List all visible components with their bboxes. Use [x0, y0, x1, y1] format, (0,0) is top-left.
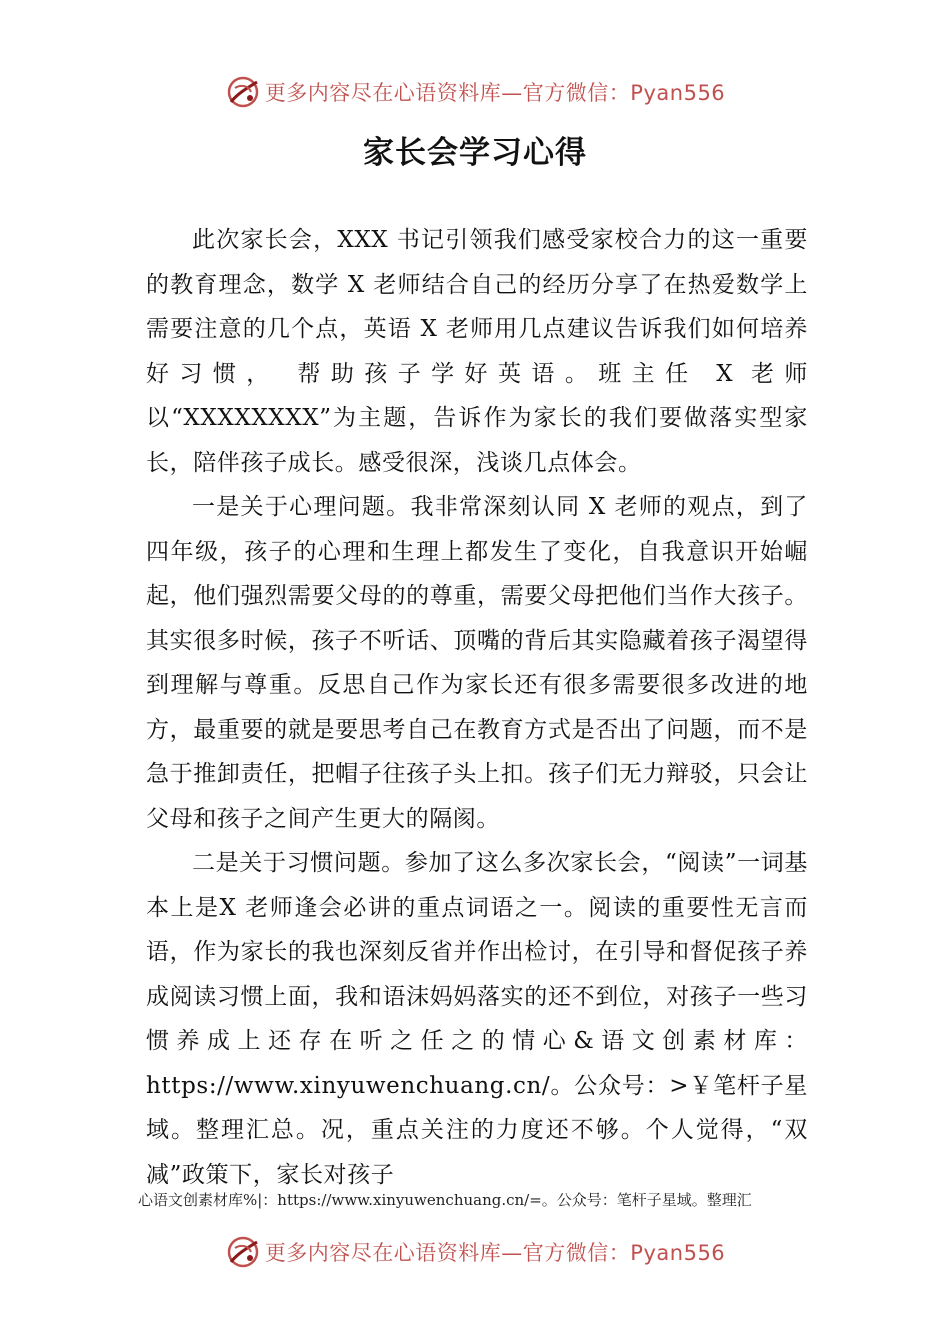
footer-banner: [0, 1232, 950, 1272]
brand-logo-icon: [225, 1234, 261, 1270]
brand-logo-icon: [225, 74, 261, 110]
document-body: [146, 218, 808, 1197]
document-title: 家长会学习心得: [363, 135, 587, 171]
banner-text: 更多内容尽在心语资料库—官方微信：Pyan556: [264, 81, 726, 105]
paragraph-psychology: 一是关于心理问题。我非常深刻认同 X 老师的观点，到了四年级，孩子的心理和生理上都发生了变化，自我意识开始崛起，他们强烈需要父母的的尊重，需要父母把他们当作大孩子。其实很多时候，孩子不听话、顶嘴的背后其实隐藏着孩子渴望得到理解与尊重。反思自己作为家长还有很多需要很多改进的地方，最重要的就是要思考自己在教育方式是否出了问题，而不是急于推卸责任，把帽子往孩子头上扣。孩子们无力辩驳，只会让父母和孩子之间产生更大的隔阂。: [146, 494, 808, 832]
footer-note: 心语文创素材库%|：https://www.xinyuwenchuang.cn/=。公众号：笔杆子星域。整理汇: [138, 1191, 752, 1209]
paragraph-habits: 二是关于习惯问题。参加了这么多次家长会，“阅读”一词基本上是X 老师逢会必讲的重点词语之一。阅读的重要性无言而语，作为家长的我也深刻反省并作出检讨，在引导和督促孩子养成阅读习惯上面，我和语沫妈妈落实的还不到位，对孩子一些习惯养成上还存在听之任之的情心&语文创素材库：https://www.xinyuwenchuang.cn/。公众号：>￥笔杆子星域。整理汇总。况，重点关注的力度还不够。个人觉得，“双减”政策下，家长对孩子: [146, 850, 808, 1188]
banner-text: 更多内容尽在心语资料库—官方微信：Pyan556: [264, 1241, 726, 1265]
header-banner: [0, 72, 950, 112]
paragraph-intro: 此次家长会，XXX 书记引领我们感受家校合力的这一重要的教育理念，数学 X 老师结合自己的经历分享了在热爱数学上需要注意的几个点，英语 X 老师用几点建议告诉我们如何培养好习惯， 帮助孩子学好英语。班主任 X 老师以“XXXXXXXX”为主题，告诉作为家长的我们要做落实型家长，陪伴孩子成长。感受很深，浅谈几点体会。: [146, 227, 808, 476]
